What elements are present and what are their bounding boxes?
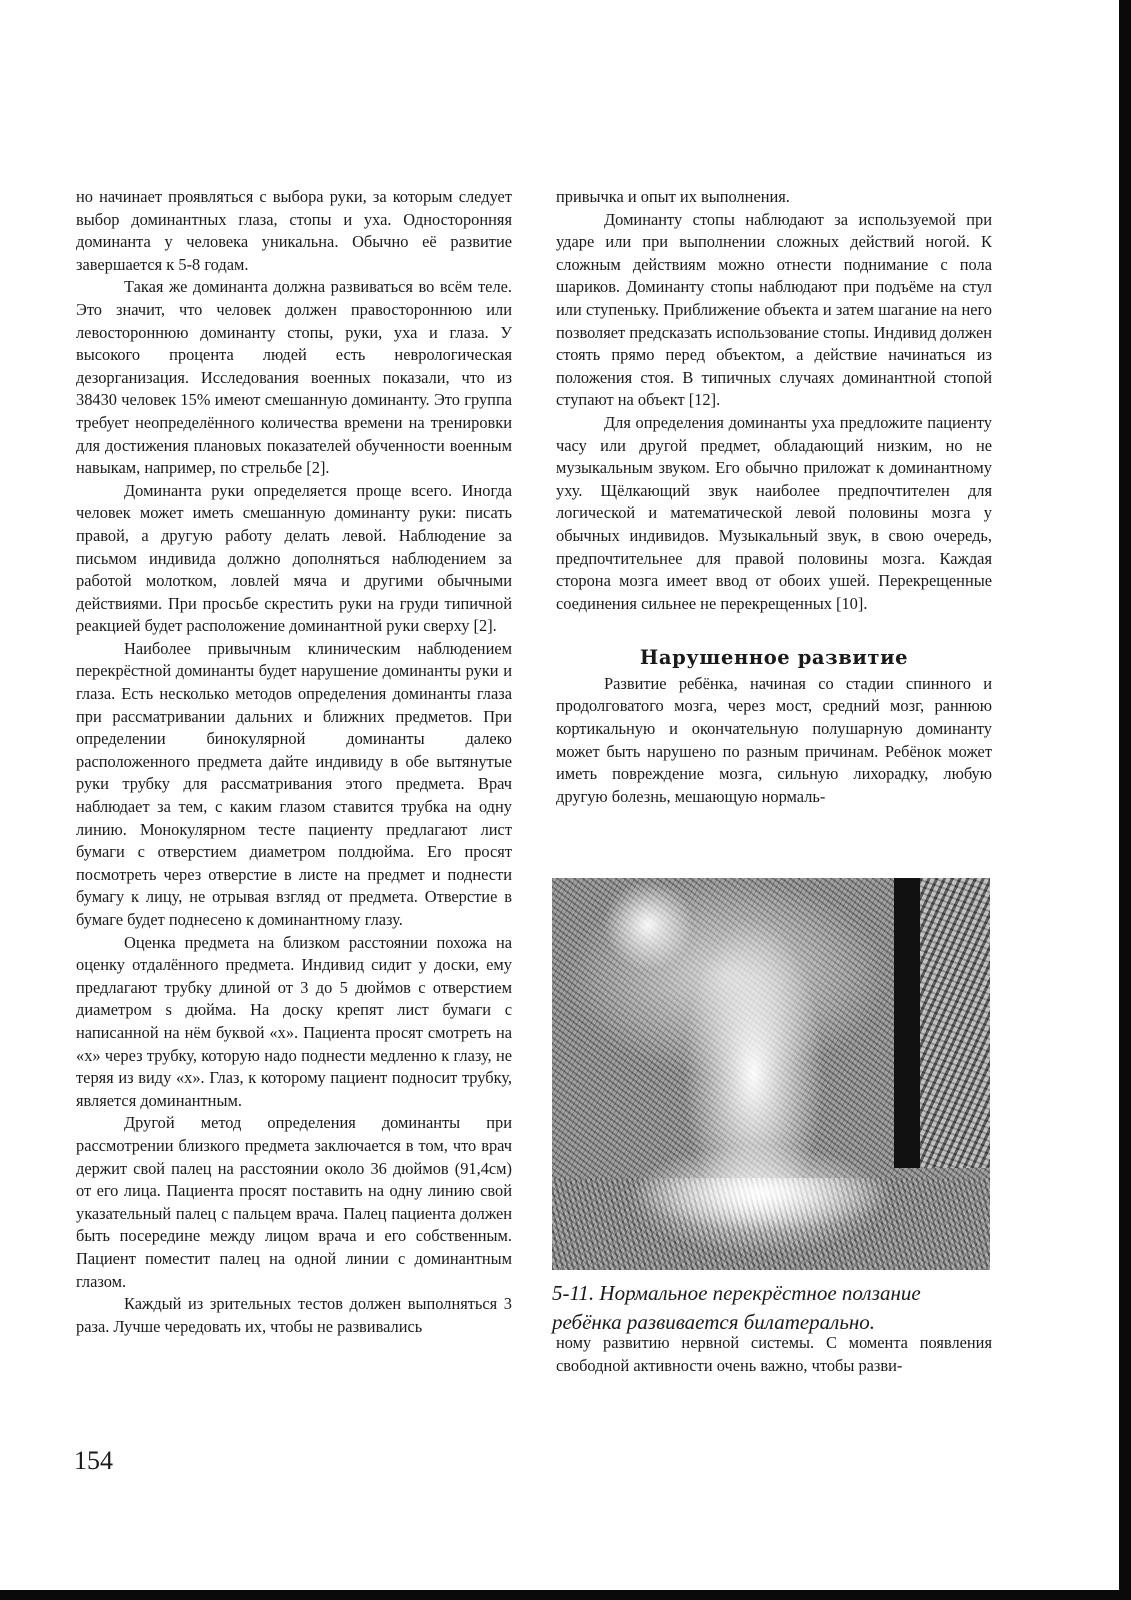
body-paragraph: привычка и опыт их выполнения. <box>556 187 790 206</box>
body-paragraph: Доминанту стопы наблюдают за используемой при ударе или при выполнении сложных действий ногой. К сложным действиям можно отнести поднимание с пола шариков. Доминанту стопы наблюдают при подъёме на стул или ступеньку. Приближение объекта и затем шагание на него позволяет предсказать использование стопы. Индивид должен стоять прямо перед объектом, а действие начинаться из положения стоя. В типичных случаях доминантной стопой ступают на объект [12]. <box>556 209 992 410</box>
body-paragraph: Наиболее привычным клиническим наблюдением перекрёстной доминанты будет нарушение доминанты руки и глаза. Есть несколько методов определения доминанты глаза при рассматривании дальних и ближних предметов. При определении бинокулярной доминанты далеко расположенного предмета дайте индивиду в обе вытянутые руки трубку для рассматривания этого предмета. Врач наблюдает за тем, с каким глазом ставится трубка на одну линию. Монокулярном тесте пациенту предлагают лист бумаги с отверстием диаметром полдюйма. Его просят посмотреть через отверстие в листе на предмет и поднести бумагу к лицу, не отрывая взгляд от предмета. Отверстие в бумаге будет поднесено к доминантному глазу. <box>76 638 512 929</box>
right-column-continued <box>556 1332 992 1377</box>
figure-caption: 5-11. Нормальное перекрёстное ползание ребёнка развивается билатерально. <box>552 1281 921 1334</box>
section-heading: Нарушенное развитие <box>639 646 909 670</box>
body-paragraph: Такая же доминанта должна развиваться во всём теле. Это значит, что человек должен правостороннюю или левостороннюю доминанту стопы, руки, уха и глаза. У высокого процента людей есть неврологическая дезорганизация. Исследования военных показали, что из 38430 человек 15% имеют смешанную доминанту. Это группа требует неопределённого количества времени на тренировки для достижения плановых показателей обученности военным навыкам, например, по стрельбе [2]. <box>76 277 512 478</box>
body-paragraph: Другой метод определения доминанты при рассмотрении близкого предмета заключается в том, что врач держит свой палец на расстоянии около 36 дюймов (91,4см) от его лица. Пациента просят поставить на одну линию свой указательный палец с пальцем врача. Палец пациента должен быть посередине между лицом врача и его собственным. Пациент поместит палец на одной линии с доминантным глазом. <box>76 1113 512 1291</box>
body-paragraph: но начинает проявляться с выбора руки, за которым следует выбор доминантных глаза, стопы и уха. Односторонняя доминанта у человека уникальна. Обычно её развитие завершается к 5-8 годам. <box>76 187 512 274</box>
photo-background-panel <box>920 878 990 1168</box>
scan-bottom-edge <box>0 1590 1131 1600</box>
crawling-child-photo <box>552 878 990 1270</box>
body-paragraph: Оценка предмета на близком расстоянии похожа на оценку отдалённого предмета. Индивид сидит у доски, ему предлагают трубку длиной от 3 до 5 дюймов с отверстием диаметром s дюйма. На доску крепят лист бумаги с написанной на нём буквой «x». Пациента просят смотреть на «x» через трубку, которую надо поднести медленно к глазу, не теряя из виду «x». Глаз, к которому пациент подносит трубку, является доминантным. <box>76 932 512 1110</box>
body-paragraph: ному развитию нервной системы. С момента появления свободной активности очень важно, чтобы разви- <box>556 1333 992 1375</box>
right-column <box>556 186 992 808</box>
left-column <box>76 186 512 1338</box>
body-paragraph: Развитие ребёнка, начиная со стадии спинного и продолговатого мозга, через мост, средний мозг, раннюю кортикальную и окончательную полушарную доминанту может быть нарушено по разным причинам. Ребёнок может иметь повреждение мозга, сильную лихорадку, любую другую болезнь, мешающую нормаль- <box>556 673 992 806</box>
page-number: 154 <box>74 1446 113 1475</box>
body-paragraph: Каждый из зрительных тестов должен выполняться 3 раза. Лучше чередовать их, чтобы не развивались <box>76 1294 512 1336</box>
scan-right-edge <box>1119 0 1131 1600</box>
body-paragraph: Для определения доминанты уха предложите пациенту часу или другой предмет, обладающий низким, но не музыкальным звуком. Его обычно приложат к доминантному уху. Щёлкающий звук наиболее предпочтителен для логической и математической левой половины мозга у обычных индивидов. Музыкальный звук, в свою очередь, предпочтительнее для правой половины мозга. Каждая сторона мозга имеет ввод от обоих ушей. Перекрещенные соединения сильнее не перекрещенных [10]. <box>556 412 992 613</box>
body-paragraph: Доминанта руки определяется проще всего. Иногда человек может иметь смешанную доминанту руки: писать правой, а другую работу делать левой. Наблюдение за письмом индивида должно дополняться наблюдением за работой молотком, ловлей мяча и другими обычными действиями. При просьбе скрестить руки на груди типичной реакцией будет расположение доминантной руки сверху [2]. <box>76 480 512 636</box>
photo-floor <box>552 1178 990 1270</box>
photo-dark-frame <box>894 878 920 1168</box>
